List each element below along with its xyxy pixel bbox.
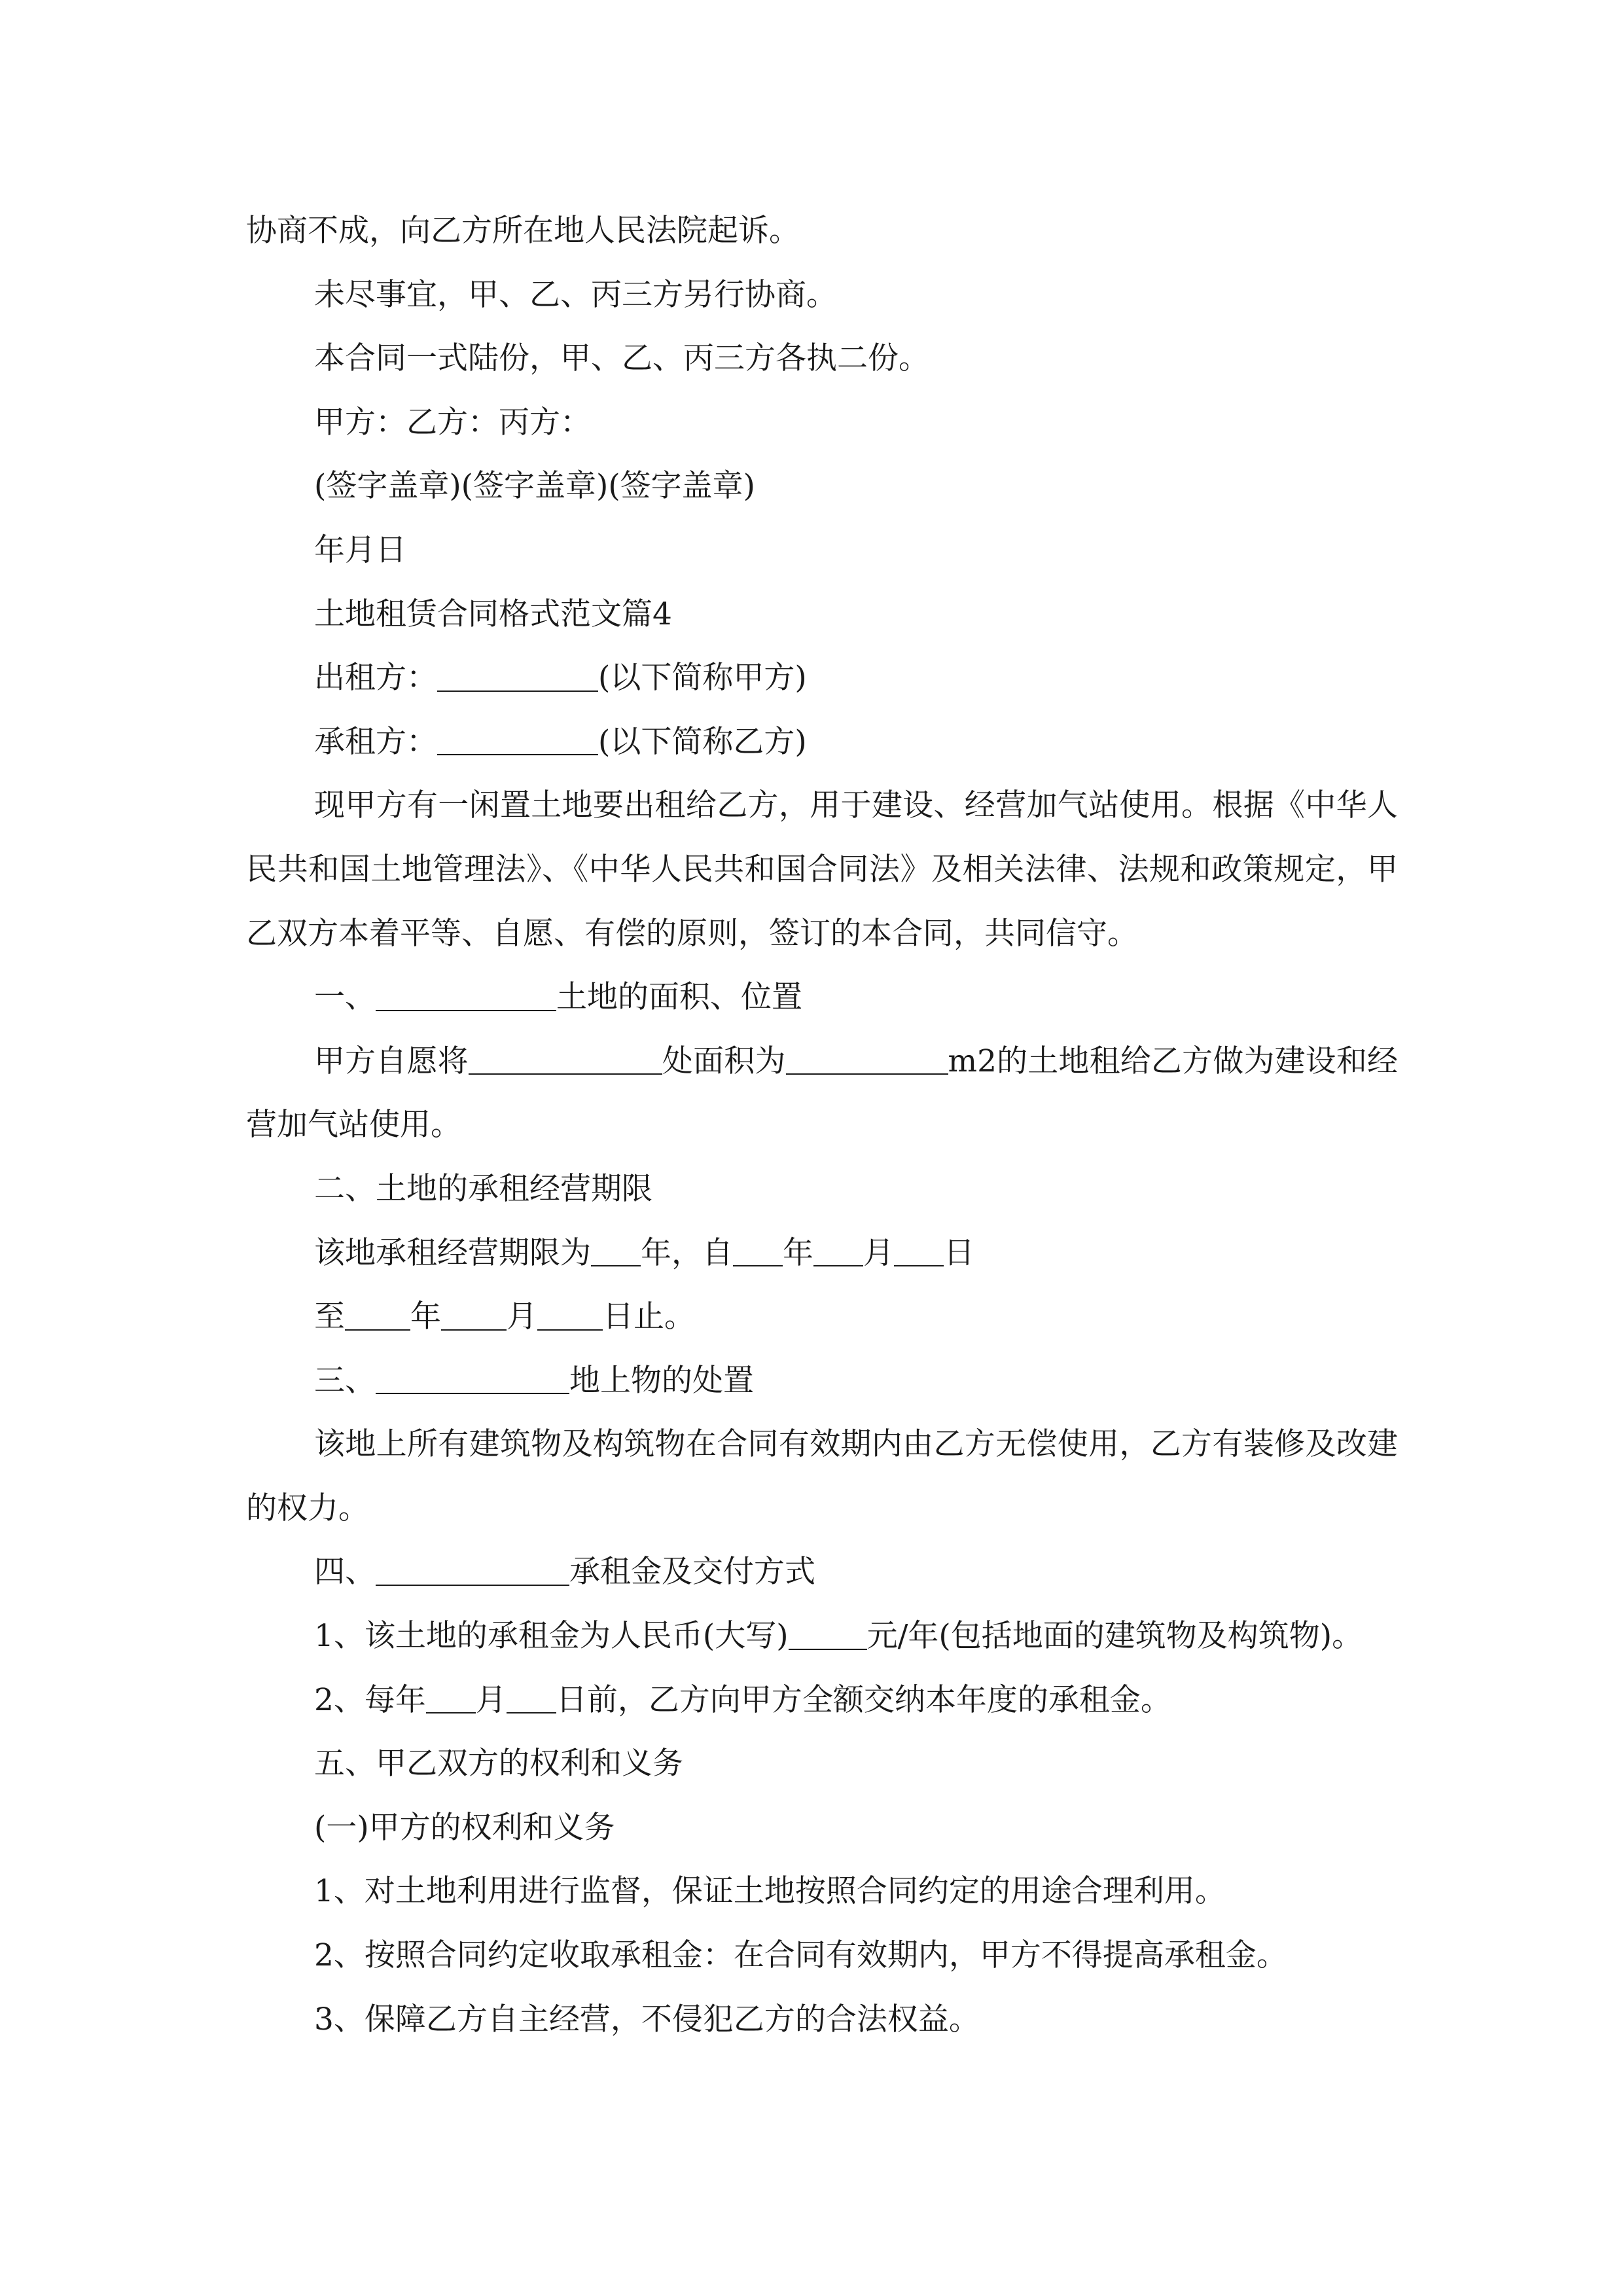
- blank-line: [591, 1234, 641, 1266]
- blank-line: [376, 1362, 569, 1394]
- section-title: [246, 583, 1398, 647]
- text-line: 二、土地的承租经营期限: [314, 1170, 652, 1207]
- text-line: 未尽事宜，甲、乙、丙三方另行协商。: [314, 276, 837, 313]
- text-segment: 三、: [314, 1362, 376, 1399]
- blank-line: [786, 1043, 948, 1075]
- text-segment: 年: [410, 1299, 441, 1335]
- text-segment: 甲方自愿将: [314, 1043, 469, 1079]
- lessor-line: [246, 646, 1398, 710]
- blank-line: [733, 1234, 783, 1266]
- text-segment: 四、: [314, 1554, 376, 1590]
- text-line: (一)甲方的权利和义务: [314, 1809, 615, 1846]
- document-body: [246, 199, 1398, 2051]
- clause-1-body: [246, 1030, 1398, 1157]
- clause-3-body: [246, 1412, 1398, 1540]
- text-line: 年月日: [314, 531, 406, 568]
- text-segment: 元/年(包括地面的建筑物及构筑物)。: [866, 1618, 1363, 1655]
- blank-line: [437, 660, 598, 692]
- text-segment: 处面积为: [662, 1043, 786, 1079]
- blank-line: [426, 1681, 476, 1713]
- paragraph-preamble: [246, 774, 1398, 965]
- clause-5-item-2: [246, 1924, 1398, 1988]
- text-segment: 出租方：: [314, 660, 437, 696]
- clause-2-heading: [246, 1157, 1398, 1221]
- text-segment: (以下简称甲方): [598, 660, 807, 696]
- blank-line: [537, 1299, 603, 1331]
- paragraph-copies: [246, 327, 1398, 391]
- text-segment: 至: [314, 1299, 345, 1335]
- blank-line: [813, 1234, 863, 1266]
- blank-line: [507, 1681, 556, 1713]
- clause-5-item-3: [246, 1988, 1398, 2052]
- text-line: 本合同一式陆份，甲、乙、丙三方各执二份。: [314, 340, 929, 377]
- text-line: 甲方：乙方：丙方：: [314, 404, 591, 440]
- blank-line: [345, 1299, 410, 1331]
- text-segment: 地上物的处置: [569, 1362, 754, 1399]
- blank-line: [437, 723, 598, 755]
- text-segment: 承租金及交付方式: [569, 1554, 815, 1590]
- text-line: 1、对土地利用进行监督，保证土地按照合同约定的用途合理利用。: [314, 1873, 1226, 1910]
- clause-4-heading: [246, 1540, 1398, 1604]
- clause-2-term: [246, 1221, 1398, 1285]
- clause-1-heading: [246, 965, 1398, 1030]
- text-line: 2、按照合同约定收取承租金：在合同有效期内，甲方不得提高承租金。: [314, 1937, 1287, 1974]
- text-segment: 年，自: [641, 1234, 733, 1271]
- text-segment: 月: [507, 1299, 537, 1335]
- text-segment: 年: [783, 1234, 813, 1271]
- text-line: 该地上所有建筑物及构筑物在合同有效期内由乙方无偿使用，乙方有装修及改建的权力。: [246, 1426, 1398, 1526]
- signature-date: [246, 518, 1398, 583]
- text-segment: 日止。: [603, 1299, 695, 1335]
- text-segment: 该地承租经营期限为: [314, 1234, 591, 1271]
- signature-seals: [246, 454, 1398, 518]
- text-segment: 承租方：: [314, 723, 437, 760]
- clause-3-heading: [246, 1349, 1398, 1413]
- text-segment: 日前，乙方向甲方全额交纳本年度的承租金。: [556, 1681, 1171, 1718]
- clause-5-heading: [246, 1732, 1398, 1796]
- text-segment: m2的土地租给乙方做为建设和经营加气站使用。: [246, 1043, 1398, 1143]
- paragraph-litigation: [246, 199, 1398, 263]
- text-segment: 日: [944, 1234, 974, 1271]
- blank-line: [376, 1554, 569, 1586]
- blank-line: [789, 1618, 867, 1650]
- text-segment: (以下简称乙方): [598, 723, 807, 760]
- signature-parties: [246, 391, 1398, 455]
- text-line: 土地租赁合同格式范文篇4: [314, 596, 672, 632]
- text-line: 3、保障乙方自主经营，不侵犯乙方的合法权益。: [314, 2001, 980, 2037]
- paragraph-unresolved-matters: [246, 263, 1398, 327]
- lessee-line: [246, 710, 1398, 774]
- text-segment: 月: [863, 1234, 894, 1271]
- clause-5-item-1: [246, 1859, 1398, 1924]
- text-segment: 土地的面积、位置: [556, 979, 802, 1016]
- clause-4-payment: [246, 1668, 1398, 1732]
- text-segment: 月: [475, 1681, 507, 1718]
- text-segment: 2、每年: [314, 1681, 426, 1718]
- text-line: 五、甲乙双方的权利和义务: [314, 1746, 683, 1782]
- text-line: 协商不成，向乙方所在地人民法院起诉。: [246, 213, 800, 249]
- clause-5-subheading: [246, 1796, 1398, 1860]
- text-segment: 1、该土地的承租金为人民币(大写): [314, 1618, 789, 1655]
- text-segment: 一、: [314, 979, 376, 1016]
- clause-4-rent: [246, 1604, 1398, 1668]
- blank-line: [894, 1234, 944, 1266]
- blank-line: [376, 979, 556, 1011]
- blank-line: [469, 1043, 662, 1075]
- text-line: (签字盖章)(签字盖章)(签字盖章): [314, 468, 756, 505]
- clause-2-end: [246, 1285, 1398, 1349]
- text-line: 现甲方有一闲置土地要出租给乙方，用于建设、经营加气站使用。根据《中华人民共和国土地管理法》、《中华人民共和国合同法》及相关法律、法规和政策规定，甲乙双方本着平等、自愿、有偿的原则，签订的本合同，共同信守。: [246, 787, 1398, 952]
- blank-line: [441, 1299, 507, 1331]
